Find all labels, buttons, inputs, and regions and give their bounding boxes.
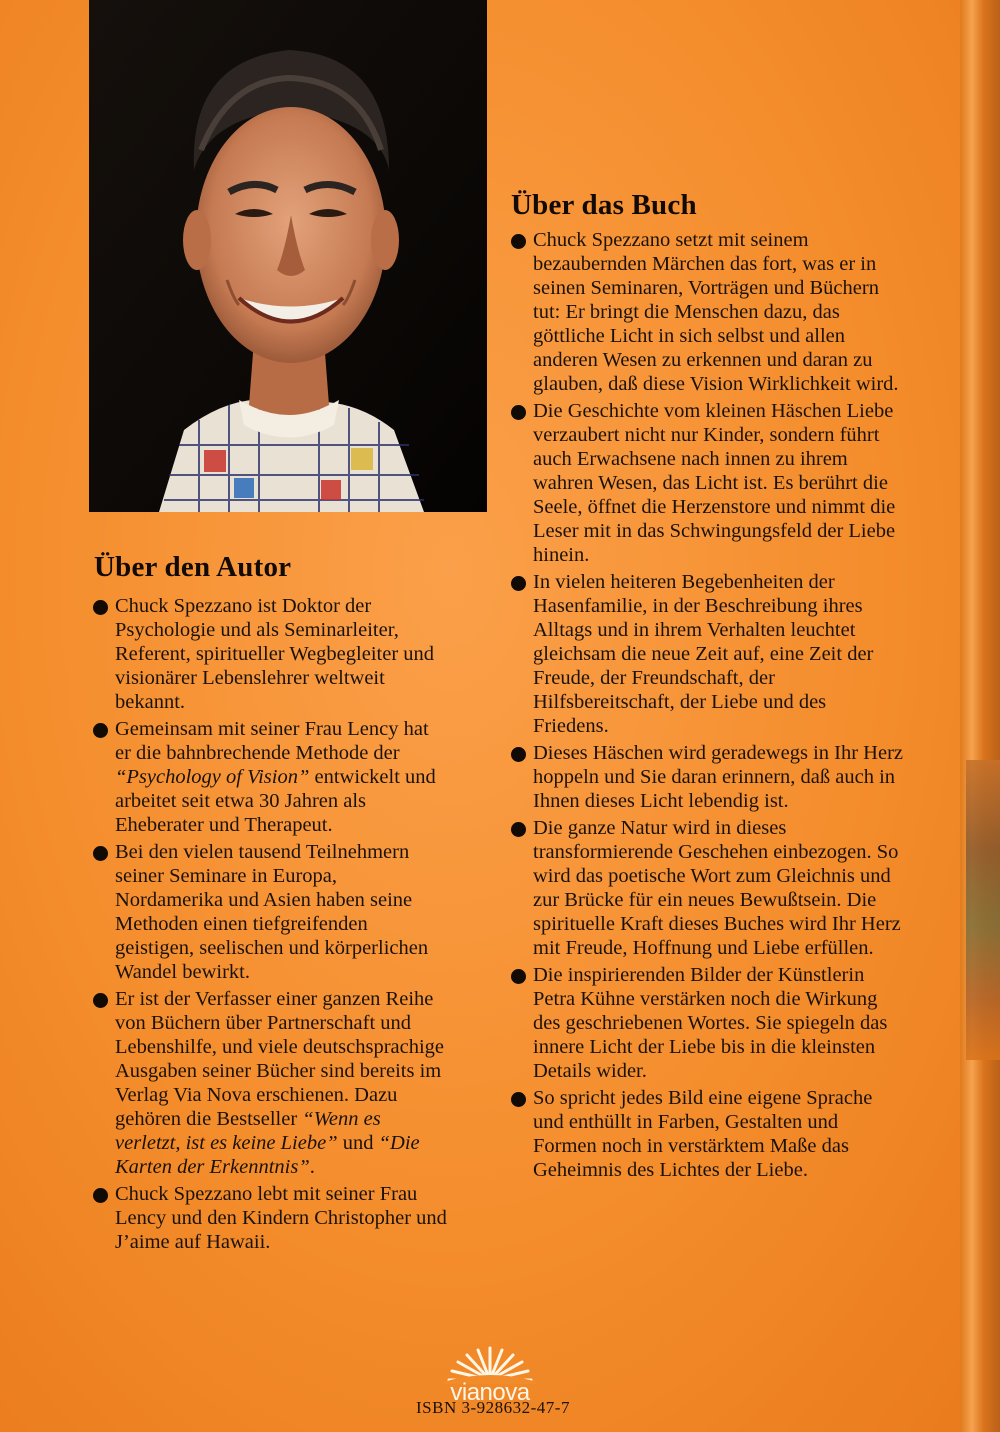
item-text bbox=[115, 1182, 449, 1254]
author-section-heading: Über den Autor bbox=[94, 551, 292, 583]
item-text-segment: . bbox=[309, 1156, 315, 1178]
book-section-heading: Über das Buch bbox=[511, 189, 697, 221]
list-item bbox=[511, 399, 903, 567]
bullet-icon bbox=[511, 234, 526, 249]
item-text bbox=[533, 570, 903, 738]
item-text-segment: Die inspirierenden Bilder der Künstlerin Petra Kühne verstärken noch die Wirkung des geschriebenen Wortes. Sie spiegeln das innere Licht der Liebe bis in die kleinsten Details wider. bbox=[533, 964, 888, 1082]
bullet-icon bbox=[511, 969, 526, 984]
item-text bbox=[115, 987, 449, 1179]
item-text-segment: Die ganze Natur wird in dieses transformierende Geschehen einbezogen. So wird das poetische Wort zum Gleichnis und zur Brücke für ein neues Bewußtsein. Die spirituelle Kraft dieses Buches wird Ihr Herz mit Freude, Hoffnung und Liebe erfüllen. bbox=[533, 817, 901, 959]
list-item bbox=[511, 816, 903, 960]
item-text-italic: “Wenn es verletzt, ist es keine Liebe” bbox=[115, 1108, 381, 1154]
list-item bbox=[511, 570, 903, 738]
list-item bbox=[511, 1086, 903, 1182]
bullet-icon bbox=[93, 846, 108, 861]
item-text-segment: und bbox=[337, 1132, 379, 1154]
bullet-icon bbox=[511, 822, 526, 837]
author-photo bbox=[89, 0, 487, 512]
list-item bbox=[93, 987, 449, 1179]
bullet-icon bbox=[93, 1188, 108, 1203]
bullet-icon bbox=[93, 723, 108, 738]
item-text bbox=[533, 399, 903, 567]
item-text bbox=[115, 840, 449, 984]
bullet-icon bbox=[511, 576, 526, 591]
item-text-segment: Chuck Spezzano setzt mit seinem bezaubernden Märchen das fort, was er in seinen Seminaren, Vorträgen und Büchern tut: Er bringt die Menschen dazu, das göttliche Licht in sich selbst und allen anderen Wesen zu erkennen und daran zu glauben, daß diese Vision Wirklichkeit wird. bbox=[533, 229, 899, 395]
bullet-icon bbox=[511, 1092, 526, 1107]
item-text bbox=[533, 741, 903, 813]
list-item bbox=[511, 741, 903, 813]
item-text bbox=[533, 228, 903, 396]
list-item bbox=[511, 228, 903, 396]
book-section-list bbox=[511, 228, 903, 1185]
item-text-italic: “Psychology of Vision” bbox=[115, 766, 310, 788]
bullet-icon bbox=[511, 747, 526, 762]
item-text-segment: Bei den vielen tausend Teilnehmern seiner Seminare in Europa, Nordamerika und Asien haben seine Methoden einen tiefgreifenden geistigen, seelischen und körperlichen Wandel bewirkt. bbox=[115, 841, 429, 983]
item-text bbox=[533, 816, 903, 960]
item-text-segment: In vielen heiteren Begebenheiten der Hasenfamilie, in der Beschreibung ihres Alltags und in ihrem Verhalten leuchtet gleichsam die neue Zeit auf, eine Zeit der Freude, der Freundschaft, der Hilfsbereitschaft, der Liebe und des Friedens. bbox=[533, 571, 874, 737]
publisher-logo-text: vianova bbox=[450, 1379, 530, 1406]
item-text-segment: entwickelt und arbeitet seit etwa 30 Jahren als Eheberater und Therapeut. bbox=[115, 766, 436, 836]
item-text-segment: Gemeinsam mit seiner Frau Lency hat er die bahnbrechende Methode der bbox=[115, 718, 429, 764]
item-text bbox=[115, 717, 449, 837]
item-text-segment: Die Geschichte vom kleinen Häschen Liebe verzaubert nicht nur Kinder, sondern führt auch Erwachsene nach innen zu ihrem wahren Wesen, das Licht ist. Es berührt die Seele, öffnet die Herzenstore und nimmt die Leser mit in das Schwingungsfeld der Liebe hinein. bbox=[533, 400, 896, 566]
item-text-segment: So spricht jedes Bild eine eigene Sprache und enthüllt in Farben, Gestalten und Formen noch in verstärktem Maße das Geheimnis des Lichtes der Liebe. bbox=[533, 1087, 873, 1181]
author-section-list bbox=[93, 594, 449, 1257]
item-text-segment: Dieses Häschen wird geradewegs in Ihr Herz hoppeln und Sie daran erinnern, daß auch in Ihnen dieses Licht lebendig ist. bbox=[533, 742, 903, 812]
item-text-segment: Chuck Spezzano ist Doktor der Psychologie und als Seminarleiter, Referent, spiritueller Wegbegleiter und visionärer Lebenslehrer weltweit bekannt. bbox=[115, 595, 435, 713]
isbn-number: ISBN 3-928632-47-7 bbox=[416, 1398, 570, 1417]
item-text-segment: Chuck Spezzano lebt mit seiner Frau Lency und den Kindern Christopher und J’aime auf Hawaii. bbox=[115, 1183, 447, 1253]
bullet-icon bbox=[93, 993, 108, 1008]
item-text-segment: Er ist der Verfasser einer ganzen Reihe von Büchern über Partnerschaft und Lebenshilfe, und viele deutschsprachige Ausgaben seiner Bücher sind bereits im Verlag Via Nova erschienen. Dazu gehören die Bestseller bbox=[115, 988, 445, 1130]
item-text bbox=[115, 594, 449, 714]
item-text bbox=[533, 1086, 903, 1182]
list-item bbox=[511, 963, 903, 1083]
book-spine-edge bbox=[960, 0, 1000, 1432]
list-item bbox=[93, 840, 449, 984]
list-item bbox=[93, 594, 449, 714]
bullet-icon bbox=[511, 405, 526, 420]
item-text-italic: “Die Karten der Erkenntnis” bbox=[115, 1132, 420, 1178]
list-item bbox=[93, 717, 449, 837]
spine-artwork bbox=[966, 760, 1000, 1060]
item-text bbox=[533, 963, 903, 1083]
list-item bbox=[93, 1182, 449, 1254]
bullet-icon bbox=[93, 600, 108, 615]
